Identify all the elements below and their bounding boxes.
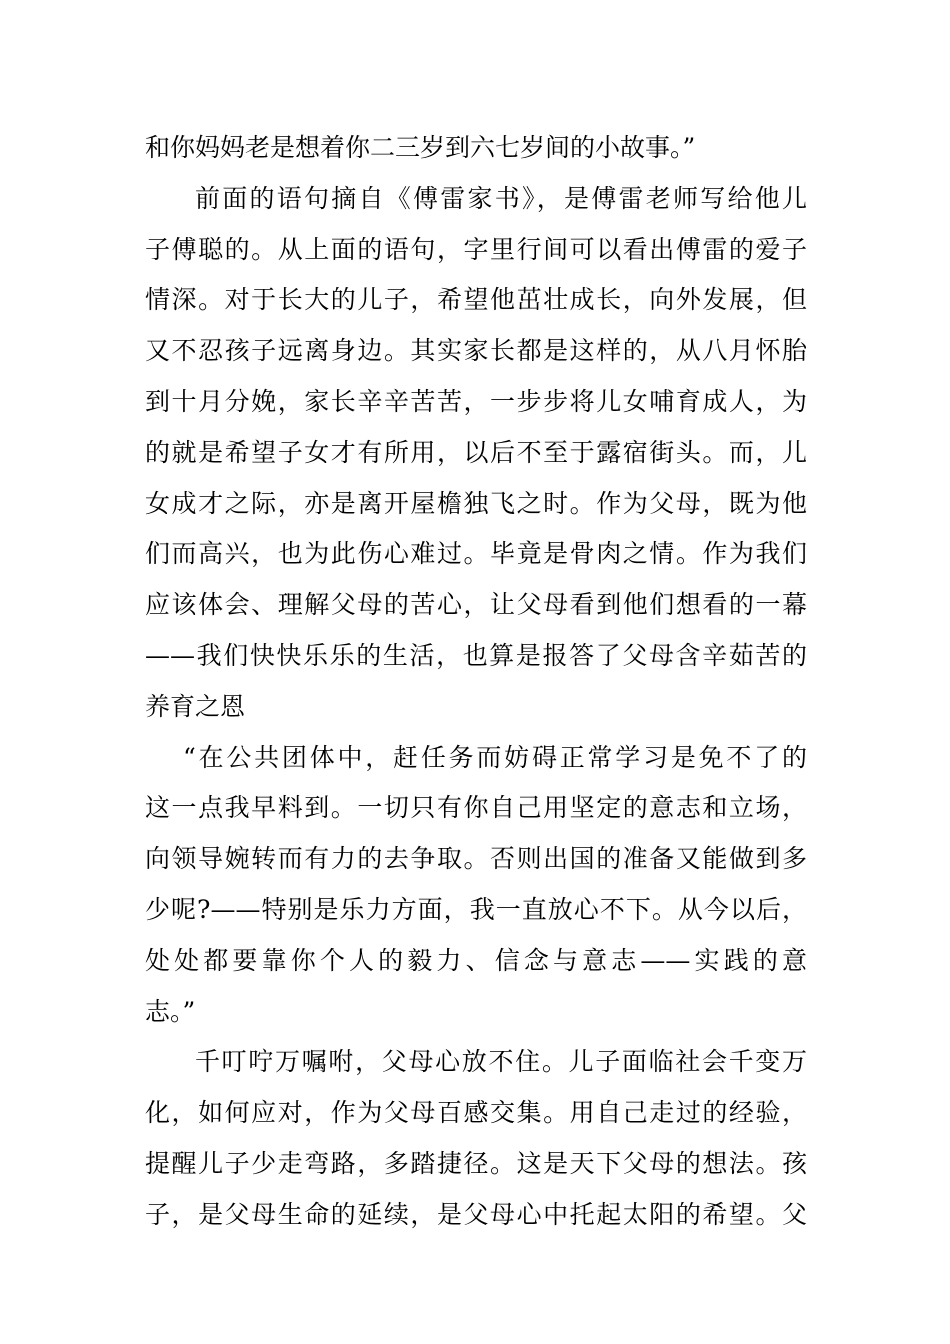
text-line: 少呢?——特别是乐力方面，我一直放心不下。从今以后， (145, 894, 807, 924)
text-line: 又不忍孩子远离身边。其实家长都是这样的，从八月怀胎 (145, 336, 807, 366)
text-line: 化，如何应对，作为父母百感交集。用自己走过的经验， (145, 1098, 807, 1128)
text-line: 们而高兴，也为此伤心难过。毕竟是骨肉之情。作为我们 (145, 539, 807, 569)
text-line: “在公共团体中，赶任务而妨碍正常学习是免不了的 (183, 742, 807, 772)
text-line: 到十月分娩，家长辛辛苦苦，一步步将儿女哺育成人，为 (145, 386, 807, 416)
text-line: 子，是父母生命的延续，是父母心中托起太阳的希望。父 (145, 1199, 807, 1229)
text-line: 向领导婉转而有力的去争取。否则出国的准备又能做到多 (145, 844, 807, 874)
text-line: 应该体会、理解父母的苦心，让父母看到他们想看的一幕 (145, 590, 807, 620)
text-line: 前面的语句摘自《傅雷家书》，是傅雷老师写给他儿 (195, 183, 807, 213)
text-line: 这一点我早料到。一切只有你自己用坚定的意志和立场， (145, 793, 807, 823)
text-line: 女成才之际，亦是离开屋檐独飞之时。作为父母，既为他 (145, 488, 807, 518)
text-line: 的就是希望子女才有所用，以后不至于露宿街头。而，儿 (145, 437, 807, 467)
text-line: 情深。对于长大的儿子，希望他茁壮成长，向外发展，但 (145, 285, 807, 315)
text-line: 千叮咛万嘱咐，父母心放不住。儿子面临社会千变万 (195, 1047, 807, 1077)
text-line: 志。” (145, 996, 196, 1026)
text-line: 子傅聪的。从上面的语句，字里行间可以看出傅雷的爱子 (145, 234, 807, 264)
text-line: 和你妈妈老是想着你二三岁到六七岁间的小故事。” (145, 133, 696, 162)
text-line: 养育之恩 (145, 691, 246, 721)
text-line: 处处都要靠你个人的毅力、信念与意志——实践的意 (145, 945, 807, 975)
body-text (145, 123, 807, 1241)
text-line: ——我们快快乐乐的生活，也算是报答了父母含辛茹苦的 (145, 640, 807, 670)
text-line: 提醒儿子少走弯路，多踏捷径。这是天下父母的想法。孩 (145, 1148, 807, 1178)
